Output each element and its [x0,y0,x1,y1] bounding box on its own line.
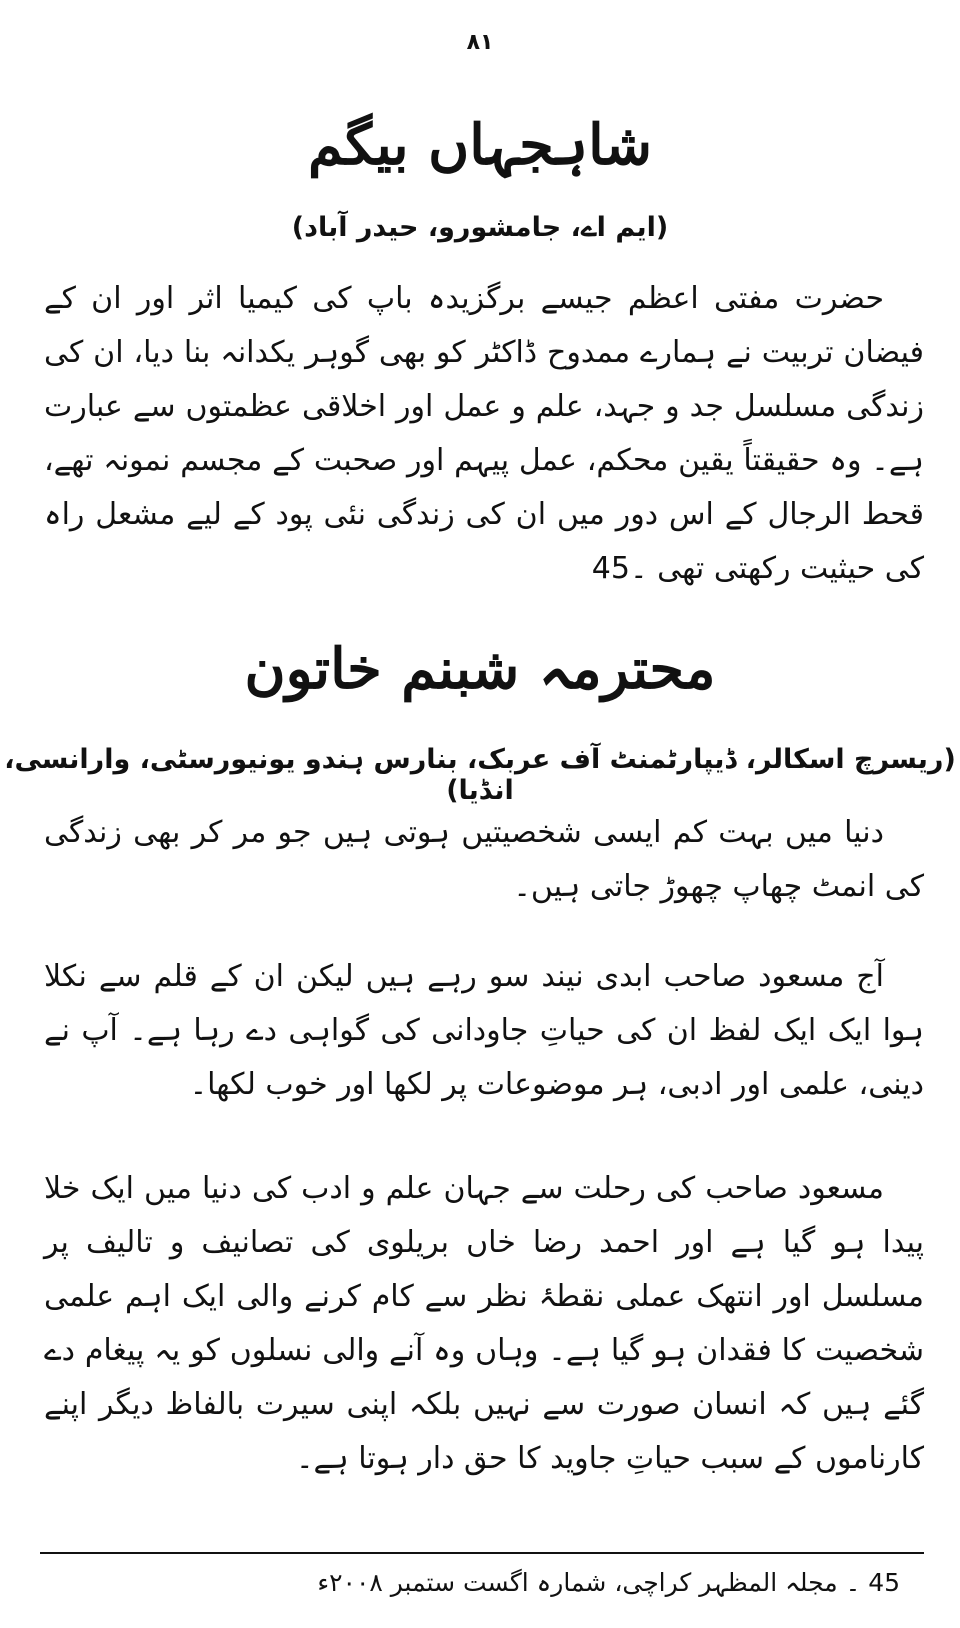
author-affiliation-2: (ریسرچ اسکالر، ڈیپارٹمنٹ آف عربک، بنارس ہندو یونیورسٹی، وارانسی، انڈیا) [4,744,956,806]
tribute-text-4 [44,1162,924,1486]
paragraph: مسعود صاحب کی رحلت سے جہان علم و ادب کی دنیا میں ایک خلا پیدا ہو گیا ہے اور احمد رضا خاں بریلوی کی تصانیف و تالیف پر مسلسل اور انتھک عملی نقطۂ نظر سے کام کرنے والی ایک اہم علمی شخصیت کا فقدان ہو گیا ہے۔ وہاں وہ آنے والی نسلوں کو یہ پیغام دے گئے ہیں کہ انسان صورت سے نہیں بلکہ اپنی سیرت بالفاظ دیگر اپنے کارناموں کے سبب حیاتِ جاوید کا حق دار ہوتا ہے۔ [44,1171,924,1476]
tribute-text-3 [44,950,924,1112]
tribute-text-1 [44,272,924,596]
paragraph: دنیا میں بہت کم ایسی شخصیتیں ہوتی ہیں جو مر کر بھی زندگی کی انمٹ چھاپ چھوڑ جاتی ہیں۔ [44,815,924,904]
paragraph: آج مسعود صاحب ابدی نیند سو رہے ہیں لیکن ان کے قلم سے نکلا ہوا ایک ایک لفظ ان کی حیاتِ جاودانی کی گواہی دے رہا ہے۔ آپ نے دینی، علمی اور ادبی، ہر موضوعات پر لکھا اور خوب لکھا۔ [44,959,924,1102]
tribute-text-2 [44,806,924,914]
author-name-1: شاہجہاں بیگم [307,112,653,178]
page-number: ۸۱ [466,30,494,55]
author-affiliation-1: (ایم اے، جامشورو، حیدر آباد) [291,212,669,243]
paragraph: حضرت مفتی اعظم جیسے برگزیدہ باپ کی کیمیا اثر اور ان کے فیضان تربیت نے ہمارے ممدوح ڈاکٹر کو بھی گوہر یکدانہ بنا دیا، ان کی زندگی مسلسل جد و جہد، علم و عمل اور اخلاقی عظمتوں سے عبارت ہے۔ وہ حقیقتاً یقین محکم، عمل پیہم اور صحبت کے مجسم نمونہ تھے، قحط الرجال کے اس دور میں ان کی زندگی نئی پود کے لیے مشعل راہ کی حیثیت رکھتی تھی ۔45 [44,281,924,586]
author-name-2: محترمہ شبنم خاتون [244,636,716,702]
footnote: 45 ۔ مجلہ المظہر کراچی، شمارہ اگست ستمبر ۲۰۰۸ء [317,1568,900,1597]
footnote-divider [40,1552,924,1554]
